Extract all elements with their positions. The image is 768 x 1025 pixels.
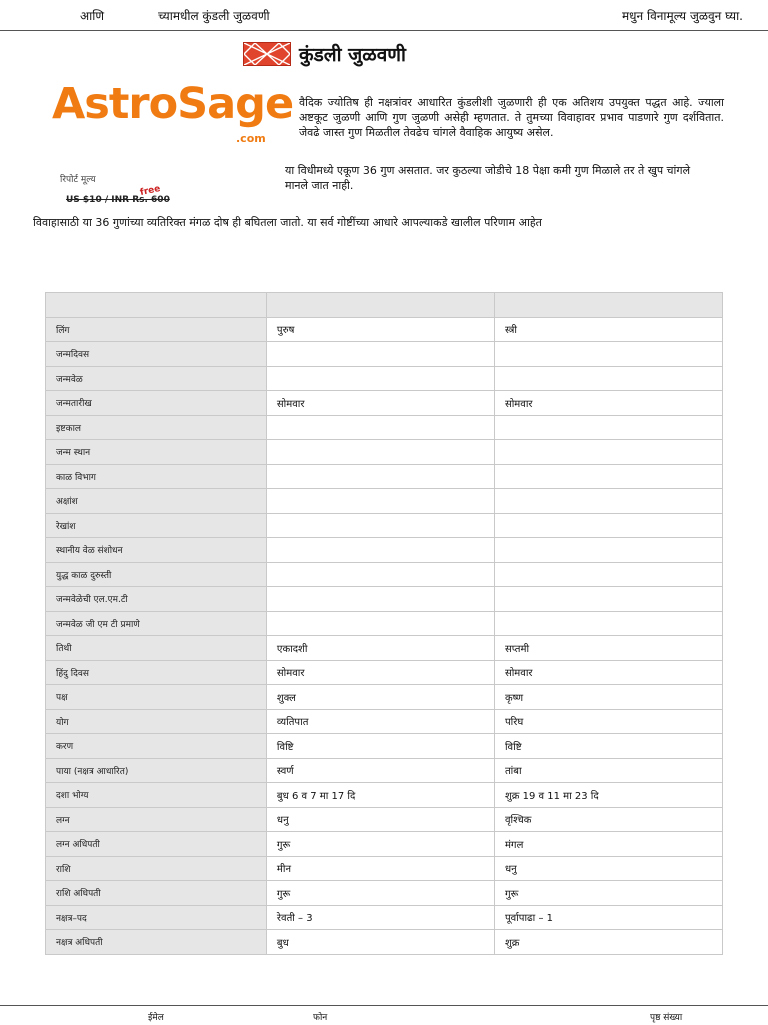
row-label: पक्ष (46, 685, 267, 710)
intro-paragraph-3: विवाहासाठी या 36 गुणांच्या व्यतिरिक्त मंगळ दोष ही बघितला जातो. या सर्व गोष्टींच्या आधारे आपल्याकडे खालील परिणाम आहेत (33, 216, 542, 229)
row-label: जन्मवेळ (46, 366, 267, 391)
row-label: लग्न अधिपती (46, 832, 267, 857)
female-value (494, 538, 722, 563)
female-value: सोमवार (494, 391, 722, 416)
female-value: कृष्ण (494, 685, 722, 710)
footer-phone-label: फोन (313, 1013, 328, 1023)
female-value (494, 587, 722, 612)
row-label: जन्मवेळेची एल.एम.टी (46, 587, 267, 612)
intro-paragraph-2: या विधीमध्ये एकूण 36 गुण असतात. जर कुठल्या जोडीचे 18 पेक्षा कमी गुण मिळाले तर ते खुप चांगले मानले जात नाही. (285, 164, 691, 192)
page-header (0, 0, 768, 31)
male-value: बुध (266, 930, 494, 955)
row-label: राशि अधिपती (46, 881, 267, 906)
free-badge: free (139, 183, 162, 199)
table-row (46, 415, 723, 440)
row-label: इष्टकाल (46, 415, 267, 440)
table-header-row (46, 293, 723, 318)
table-header-cell (46, 293, 267, 318)
male-value: पुरुष (266, 317, 494, 342)
row-label: जन्मतारीख (46, 391, 267, 416)
female-value: मंगल (494, 832, 722, 857)
row-label: स्थानीय वेळ संशोधन (46, 538, 267, 563)
female-value: तांबा (494, 758, 722, 783)
female-value: स्त्री (494, 317, 722, 342)
male-value (266, 538, 494, 563)
row-label: हिंदु दिवस (46, 660, 267, 685)
male-value (266, 587, 494, 612)
table-row (46, 636, 723, 661)
table-row (46, 440, 723, 465)
female-value: परिघ (494, 709, 722, 734)
table-row (46, 611, 723, 636)
table-row (46, 758, 723, 783)
kundli-details-table (45, 292, 723, 955)
female-value (494, 366, 722, 391)
report-price-value: US $10 / INR Rs. 600 (66, 195, 170, 205)
female-value (494, 415, 722, 440)
table-row (46, 587, 723, 612)
table-row (46, 685, 723, 710)
page-title: कुंडली जुळवणी (299, 44, 406, 66)
female-value: सोमवार (494, 660, 722, 685)
male-value: स्वर्ण (266, 758, 494, 783)
table-row (46, 562, 723, 587)
table-row (46, 807, 723, 832)
female-value: शुक्र (494, 930, 722, 955)
row-label: जन्म स्थान (46, 440, 267, 465)
title-block (243, 40, 406, 68)
male-value: सोमवार (266, 660, 494, 685)
female-value (494, 562, 722, 587)
footer-page-number-label: पृष्ठ संख्या (650, 1013, 683, 1023)
row-label: जन्मदिवस (46, 342, 267, 367)
row-label: नक्षत्र–पद (46, 905, 267, 930)
row-label: तिथी (46, 636, 267, 661)
female-value (494, 489, 722, 514)
table-row (46, 709, 723, 734)
male-value: व्यतिपात (266, 709, 494, 734)
male-value (266, 489, 494, 514)
male-value: धनु (266, 807, 494, 832)
female-value (494, 513, 722, 538)
row-label: अक्षांश (46, 489, 267, 514)
female-value: गुरू (494, 881, 722, 906)
row-label: राशि (46, 856, 267, 881)
table-row (46, 342, 723, 367)
table-row (46, 464, 723, 489)
page-footer (0, 1005, 768, 1025)
row-label: करण (46, 734, 267, 759)
kundli-chart-icon (243, 42, 291, 66)
male-value: रेवती – 3 (266, 905, 494, 930)
row-label: नक्षत्र अधिपती (46, 930, 267, 955)
table-row (46, 783, 723, 808)
female-value: सप्तमी (494, 636, 722, 661)
male-value (266, 464, 494, 489)
female-value: शुक्र 19 व 11 मा 23 दि (494, 783, 722, 808)
header-right: मधुन विनामूल्य जुळवुन घ्या. (621, 9, 743, 23)
male-value (266, 415, 494, 440)
table-row (46, 905, 723, 930)
male-value: एकादशी (266, 636, 494, 661)
male-value: मीन (266, 856, 494, 881)
row-label: युद्ध काळ दुरुस्ती (46, 562, 267, 587)
female-value (494, 440, 722, 465)
row-label: योग (46, 709, 267, 734)
female-value (494, 464, 722, 489)
male-value (266, 513, 494, 538)
row-label: पाया (नक्षत्र आधारित) (46, 758, 267, 783)
table-header-cell (494, 293, 722, 318)
male-value: गुरू (266, 881, 494, 906)
table-row (46, 930, 723, 955)
table-row (46, 856, 723, 881)
table-row (46, 317, 723, 342)
row-label: रेखांश (46, 513, 267, 538)
male-value (266, 562, 494, 587)
male-value: गुरू (266, 832, 494, 857)
male-value: शुक्ल (266, 685, 494, 710)
male-value: बुध 6 व 7 मा 17 दि (266, 783, 494, 808)
report-price-label: रिपोर्ट मूल्य (60, 175, 96, 185)
table-header-cell (266, 293, 494, 318)
table-row (46, 832, 723, 857)
table-row (46, 538, 723, 563)
logo-domain: .com (236, 132, 266, 145)
female-value: वृश्चिक (494, 807, 722, 832)
logo-text: AstroSage (52, 79, 294, 129)
row-label: लिंग (46, 317, 267, 342)
table-row (46, 660, 723, 685)
female-value (494, 342, 722, 367)
header-left-b: च्यामधील कुंडली जुळवणी (158, 9, 270, 23)
male-value: सोमवार (266, 391, 494, 416)
intro-paragraph-1: वैदिक ज्योतिष ही नक्षत्रांवर आधारित कुंडलीशी जुळणारी ही एक अतिशय उपयुक्त पद्धत आहे. ज्याला अष्टकूट जुळणी आणि गुण जुळणी असेही म्हणतात. ते तुमच्या विवाहावर प्रभाव पाडणारे गुण दर्शवितात. जेवढे जास्त गुण मिळतील तेवढेच चांगले वैवाहिक आयुष्य असेल. (299, 96, 724, 139)
male-value (266, 366, 494, 391)
female-value (494, 611, 722, 636)
female-value: पूर्वापाढा – 1 (494, 905, 722, 930)
table-row (46, 366, 723, 391)
row-label: दशा भोग्य (46, 783, 267, 808)
table-row (46, 734, 723, 759)
male-value: विष्टि (266, 734, 494, 759)
table-row (46, 391, 723, 416)
header-left-a: आणि (80, 9, 105, 23)
footer-email-label: ईमेल (148, 1013, 164, 1023)
row-label: जन्मवेळ जी एम टी प्रमाणे (46, 611, 267, 636)
table-row (46, 881, 723, 906)
male-value (266, 440, 494, 465)
row-label: लग्न (46, 807, 267, 832)
row-label: काळ विभाग (46, 464, 267, 489)
male-value (266, 342, 494, 367)
male-value (266, 611, 494, 636)
female-value: धनु (494, 856, 722, 881)
table-row (46, 489, 723, 514)
astrosage-logo (52, 79, 294, 150)
female-value: विष्टि (494, 734, 722, 759)
table-row (46, 513, 723, 538)
